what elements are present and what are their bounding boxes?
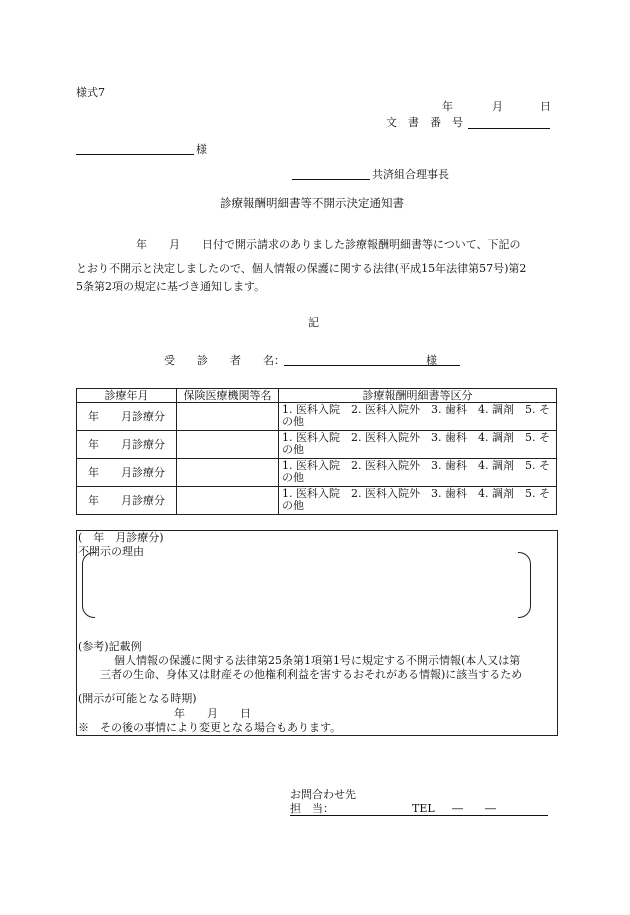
reason-label: 不開示の理由 [78,545,144,558]
ki-mark: 記 [308,316,319,329]
document-title: 診療報酬明細書等不開示決定通知書 [220,196,404,210]
table-row [77,431,557,459]
patient-suffix: 様 [426,354,437,367]
row-institution[interactable] [177,431,279,459]
row-institution[interactable] [177,459,279,487]
header-institution: 保険医療機関等名 [177,389,279,403]
form-number: 様式7 [76,86,105,99]
table-row [77,403,557,431]
addressee-field[interactable] [76,142,194,155]
row-category: 1. 医科入院 2. 医科入院外 3. 歯科 4. 調剤 5. その他 [279,431,557,459]
row-month: 年 月診療分 [77,487,177,515]
body-line-2: とおり不開示と決定しましたので、個人情報の保護に関する法律(平成15年法律第57号)第2 [76,262,527,275]
row-month: 年 月診療分 [77,431,177,459]
reference-line-1: 個人情報の保護に関する法律第25条第1項第1号に規定する不開示情報(本人又は第 [114,654,521,667]
reference-line-2: 三者の生命、身体又は財産その他権利利益を害するおそれがある情報)に該当するため [100,668,523,681]
doc-number-label: 文 書 番 号 [386,116,463,129]
row-category: 1. 医科入院 2. 医科入院外 3. 歯科 4. 調剤 5. その他 [279,487,557,515]
row-month: 年 月診療分 [77,403,177,431]
body-line-3: 5条第2項の規定に基づき通知します。 [76,280,266,293]
addressee-suffix: 様 [196,143,207,156]
row-institution[interactable] [177,403,279,431]
contact-person-label: 担 当： [290,802,334,815]
row-category: 1. 医科入院 2. 医科入院外 3. 歯科 4. 調剤 5. その他 [279,459,557,487]
header-month: 診療年月 [77,389,177,403]
row-institution[interactable] [177,487,279,515]
header-category: 診療報酬明細書等区分 [279,389,557,403]
table-row [77,459,557,487]
row-month: 年 月診療分 [77,459,177,487]
patient-label: 受 診 者 名： [164,354,285,367]
change-note: ※ その後の事情により変更となる場合もあります。 [78,721,342,734]
reason-period: ( 年 月診療分) [78,531,164,544]
reason-input-area[interactable] [100,556,512,612]
date-day: 日 [540,100,551,113]
contact-label: お問合わせ先 [290,788,356,801]
table-row [77,487,557,515]
tel-dash: ― ― [452,802,496,815]
sender-name-field[interactable] [292,167,370,180]
claim-table [76,388,557,515]
tel-label: TEL [412,802,435,815]
right-bracket [518,552,531,618]
disclosure-date: 年 月 日 [174,707,251,720]
left-bracket [82,552,95,618]
body-line-1: 年 月 日付で開示請求のありました診療報酬明細書等について、下記の [136,238,521,251]
date-year: 年 [442,100,453,113]
sender-title: 共済組合理事長 [372,168,449,181]
doc-number-field[interactable] [468,116,550,129]
reference-label: (参考)記載例 [78,640,142,653]
date-month: 月 [492,100,503,113]
table-header-row [77,389,557,403]
row-category: 1. 医科入院 2. 医科入院外 3. 歯科 4. 調剤 5. その他 [279,403,557,431]
disclosure-period-label: (開示が可能となる時期) [78,692,197,705]
